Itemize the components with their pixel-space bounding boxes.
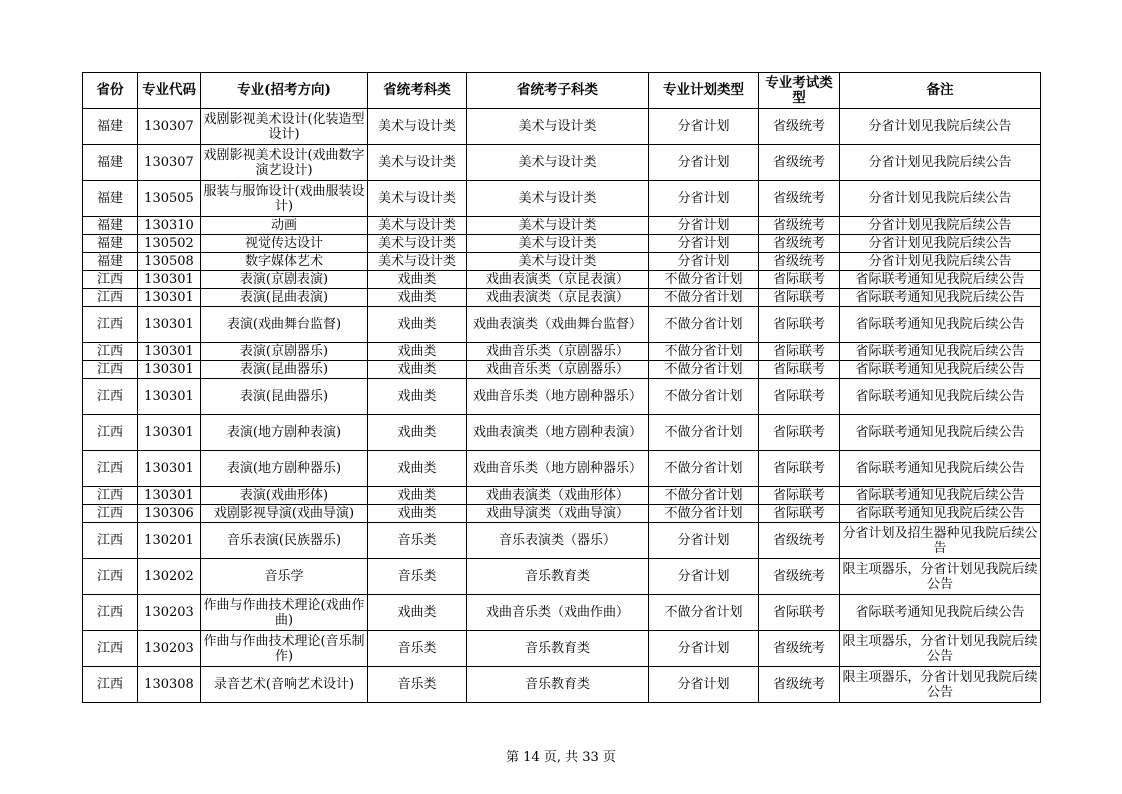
cell-plan-type: 分省计划: [649, 145, 759, 181]
table-row: [83, 235, 1041, 253]
page-footer: 第 14 页, 共 33 页: [506, 750, 616, 765]
cell-major: 表演(京剧器乐): [201, 343, 368, 361]
cell-province: 福建: [83, 217, 138, 235]
cell-note: 省际联考通知见我院后续公告: [840, 343, 1041, 361]
cell-plan-type: 分省计划: [649, 631, 759, 667]
cell-note: 分省计划见我院后续公告: [840, 235, 1041, 253]
table-row: [83, 289, 1041, 307]
table-row: [83, 271, 1041, 289]
table-row: [83, 379, 1041, 415]
cell-major: 录音艺术(音响艺术设计): [201, 667, 368, 703]
table-row: [83, 109, 1041, 145]
cell-province: 福建: [83, 109, 138, 145]
cell-code: 130301: [138, 343, 201, 361]
cell-note: 分省计划见我院后续公告: [840, 181, 1041, 217]
cell-province: 江西: [83, 361, 138, 379]
cell-major: 表演(昆曲器乐): [201, 379, 368, 415]
cell-exam-type: 省级统考: [759, 181, 840, 217]
cell-code: 130310: [138, 217, 201, 235]
cell-plan-type: 不做分省计划: [649, 343, 759, 361]
cell-category: 戏曲类: [368, 271, 467, 289]
header-exam-type: 专业考试类型: [759, 73, 840, 109]
cell-code: 130505: [138, 181, 201, 217]
cell-code: 130301: [138, 415, 201, 451]
cell-category: 美术与设计类: [368, 181, 467, 217]
header-subcategory: 省统考子科类: [467, 73, 649, 109]
cell-plan-type: 不做分省计划: [649, 505, 759, 523]
cell-code: 130508: [138, 253, 201, 271]
cell-province: 江西: [83, 487, 138, 505]
cell-plan-type: 分省计划: [649, 181, 759, 217]
cell-subcategory: 戏曲音乐类（地方剧种器乐）: [467, 379, 649, 415]
cell-plan-type: 不做分省计划: [649, 379, 759, 415]
cell-exam-type: 省级统考: [759, 631, 840, 667]
cell-code: 130201: [138, 523, 201, 559]
table-row: [83, 217, 1041, 235]
cell-plan-type: 不做分省计划: [649, 361, 759, 379]
cell-category: 戏曲类: [368, 505, 467, 523]
cell-major: 视觉传达设计: [201, 235, 368, 253]
cell-note: 省际联考通知见我院后续公告: [840, 307, 1041, 343]
cell-plan-type: 分省计划: [649, 253, 759, 271]
cell-major: 音乐表演(民族器乐): [201, 523, 368, 559]
cell-note: 省际联考通知见我院后续公告: [840, 451, 1041, 487]
cell-major: 表演(地方剧种表演): [201, 415, 368, 451]
cell-note: 省际联考通知见我院后续公告: [840, 505, 1041, 523]
cell-code: 130502: [138, 235, 201, 253]
cell-province: 江西: [83, 307, 138, 343]
table-row: [83, 451, 1041, 487]
cell-category: 美术与设计类: [368, 235, 467, 253]
cell-exam-type: 省际联考: [759, 487, 840, 505]
cell-exam-type: 省级统考: [759, 523, 840, 559]
cell-exam-type: 省际联考: [759, 595, 840, 631]
cell-plan-type: 分省计划: [649, 217, 759, 235]
table-row: [83, 253, 1041, 271]
cell-exam-type: 省际联考: [759, 361, 840, 379]
cell-note: 限主项器乐，分省计划见我院后续公告: [840, 631, 1041, 667]
cell-category: 美术与设计类: [368, 145, 467, 181]
cell-subcategory: 戏曲表演类（京昆表演）: [467, 289, 649, 307]
admissions-table: [82, 72, 1041, 703]
cell-province: 江西: [83, 343, 138, 361]
cell-subcategory: 戏曲表演类（京昆表演）: [467, 271, 649, 289]
cell-subcategory: 音乐教育类: [467, 559, 649, 595]
header-major: 专业(招考方向): [201, 73, 368, 109]
cell-category: 音乐类: [368, 523, 467, 559]
cell-plan-type: 不做分省计划: [649, 307, 759, 343]
cell-subcategory: 美术与设计类: [467, 109, 649, 145]
cell-plan-type: 不做分省计划: [649, 487, 759, 505]
cell-major: 动画: [201, 217, 368, 235]
cell-category: 美术与设计类: [368, 217, 467, 235]
cell-category: 戏曲类: [368, 595, 467, 631]
table-row: [83, 631, 1041, 667]
cell-exam-type: 省际联考: [759, 271, 840, 289]
cell-plan-type: 不做分省计划: [649, 415, 759, 451]
cell-plan-type: 不做分省计划: [649, 451, 759, 487]
table-row: [83, 307, 1041, 343]
cell-exam-type: 省级统考: [759, 235, 840, 253]
cell-note: 省际联考通知见我院后续公告: [840, 415, 1041, 451]
cell-exam-type: 省际联考: [759, 451, 840, 487]
header-plan-type: 专业计划类型: [649, 73, 759, 109]
cell-province: 江西: [83, 451, 138, 487]
table-body: [83, 109, 1041, 703]
cell-plan-type: 不做分省计划: [649, 289, 759, 307]
cell-major: 表演(昆曲表演): [201, 289, 368, 307]
cell-code: 130301: [138, 289, 201, 307]
cell-plan-type: 不做分省计划: [649, 271, 759, 289]
table-row: [83, 145, 1041, 181]
header-code: 专业代码: [138, 73, 201, 109]
cell-note: 限主项器乐，分省计划见我院后续公告: [840, 559, 1041, 595]
cell-subcategory: 戏曲音乐类（地方剧种器乐）: [467, 451, 649, 487]
cell-major: 表演(戏曲形体): [201, 487, 368, 505]
cell-major: 服装与服饰设计(戏曲服装设计): [201, 181, 368, 217]
cell-note: 分省计划见我院后续公告: [840, 145, 1041, 181]
cell-category: 戏曲类: [368, 307, 467, 343]
table-row: [83, 181, 1041, 217]
cell-subcategory: 戏曲表演类（地方剧种表演）: [467, 415, 649, 451]
cell-subcategory: 戏曲表演类（戏曲形体）: [467, 487, 649, 505]
cell-major: 表演(地方剧种器乐): [201, 451, 368, 487]
cell-plan-type: 分省计划: [649, 559, 759, 595]
header-row: [83, 73, 1041, 109]
cell-province: 江西: [83, 631, 138, 667]
cell-category: 戏曲类: [368, 487, 467, 505]
cell-subcategory: 戏曲音乐类（京剧器乐）: [467, 361, 649, 379]
cell-plan-type: 分省计划: [649, 523, 759, 559]
cell-province: 江西: [83, 379, 138, 415]
cell-note: 省际联考通知见我院后续公告: [840, 379, 1041, 415]
cell-province: 江西: [83, 523, 138, 559]
cell-code: 130202: [138, 559, 201, 595]
cell-category: 音乐类: [368, 631, 467, 667]
cell-province: 江西: [83, 415, 138, 451]
cell-category: 音乐类: [368, 559, 467, 595]
cell-code: 130307: [138, 109, 201, 145]
cell-exam-type: 省级统考: [759, 559, 840, 595]
cell-code: 130301: [138, 487, 201, 505]
cell-exam-type: 省际联考: [759, 415, 840, 451]
cell-exam-type: 省际联考: [759, 289, 840, 307]
table-row: [83, 415, 1041, 451]
cell-major: 表演(昆曲器乐): [201, 361, 368, 379]
cell-code: 130301: [138, 451, 201, 487]
cell-province: 福建: [83, 181, 138, 217]
cell-note: 分省计划见我院后续公告: [840, 253, 1041, 271]
cell-note: 分省计划见我院后续公告: [840, 217, 1041, 235]
cell-subcategory: 美术与设计类: [467, 253, 649, 271]
cell-category: 戏曲类: [368, 379, 467, 415]
cell-category: 戏曲类: [368, 343, 467, 361]
table-row: [83, 523, 1041, 559]
cell-subcategory: 戏曲音乐类（戏曲作曲）: [467, 595, 649, 631]
cell-province: 福建: [83, 145, 138, 181]
cell-note: 省际联考通知见我院后续公告: [840, 271, 1041, 289]
cell-plan-type: 分省计划: [649, 667, 759, 703]
table-row: [83, 595, 1041, 631]
cell-major: 数字媒体艺术: [201, 253, 368, 271]
cell-major: 戏剧影视导演(戏曲导演): [201, 505, 368, 523]
cell-province: 福建: [83, 235, 138, 253]
cell-exam-type: 省际联考: [759, 343, 840, 361]
cell-note: 省际联考通知见我院后续公告: [840, 487, 1041, 505]
cell-exam-type: 省级统考: [759, 145, 840, 181]
cell-major: 戏剧影视美术设计(戏曲数字演艺设计): [201, 145, 368, 181]
cell-subcategory: 戏曲表演类（戏曲舞台监督）: [467, 307, 649, 343]
cell-category: 戏曲类: [368, 451, 467, 487]
cell-exam-type: 省际联考: [759, 307, 840, 343]
cell-note: 省际联考通知见我院后续公告: [840, 289, 1041, 307]
cell-subcategory: 美术与设计类: [467, 145, 649, 181]
table-row: [83, 343, 1041, 361]
cell-province: 江西: [83, 559, 138, 595]
cell-subcategory: 音乐教育类: [467, 631, 649, 667]
cell-plan-type: 分省计划: [649, 109, 759, 145]
cell-note: 省际联考通知见我院后续公告: [840, 595, 1041, 631]
cell-province: 江西: [83, 595, 138, 631]
table-row: [83, 505, 1041, 523]
table-row: [83, 487, 1041, 505]
cell-category: 戏曲类: [368, 361, 467, 379]
cell-code: 130301: [138, 361, 201, 379]
cell-note: 分省计划及招生器种见我院后续公告: [840, 523, 1041, 559]
cell-category: 美术与设计类: [368, 109, 467, 145]
cell-exam-type: 省际联考: [759, 379, 840, 415]
cell-code: 130306: [138, 505, 201, 523]
cell-category: 音乐类: [368, 667, 467, 703]
cell-code: 130203: [138, 631, 201, 667]
cell-note: 省际联考通知见我院后续公告: [840, 361, 1041, 379]
cell-plan-type: 分省计划: [649, 235, 759, 253]
cell-subcategory: 美术与设计类: [467, 217, 649, 235]
cell-subcategory: 戏曲音乐类（京剧器乐）: [467, 343, 649, 361]
cell-code: 130301: [138, 379, 201, 415]
cell-subcategory: 戏曲导演类（戏曲导演）: [467, 505, 649, 523]
header-category: 省统考科类: [368, 73, 467, 109]
cell-code: 130308: [138, 667, 201, 703]
cell-province: 江西: [83, 667, 138, 703]
cell-note: 限主项器乐，分省计划见我院后续公告: [840, 667, 1041, 703]
table-row: [83, 361, 1041, 379]
cell-major: 音乐学: [201, 559, 368, 595]
cell-category: 戏曲类: [368, 289, 467, 307]
cell-subcategory: 美术与设计类: [467, 181, 649, 217]
cell-subcategory: 音乐表演类（器乐）: [467, 523, 649, 559]
table-row: [83, 667, 1041, 703]
cell-code: 130301: [138, 307, 201, 343]
table-row: [83, 559, 1041, 595]
cell-exam-type: 省级统考: [759, 109, 840, 145]
cell-major: 戏剧影视美术设计(化装造型设计): [201, 109, 368, 145]
cell-exam-type: 省级统考: [759, 253, 840, 271]
cell-exam-type: 省级统考: [759, 217, 840, 235]
cell-exam-type: 省级统考: [759, 667, 840, 703]
cell-major: 表演(京剧表演): [201, 271, 368, 289]
cell-category: 美术与设计类: [368, 253, 467, 271]
cell-major: 表演(戏曲舞台监督): [201, 307, 368, 343]
cell-province: 江西: [83, 505, 138, 523]
cell-major: 作曲与作曲技术理论(音乐制作): [201, 631, 368, 667]
cell-plan-type: 不做分省计划: [649, 595, 759, 631]
cell-subcategory: 美术与设计类: [467, 235, 649, 253]
cell-code: 130301: [138, 271, 201, 289]
cell-major: 作曲与作曲技术理论(戏曲作曲): [201, 595, 368, 631]
cell-category: 戏曲类: [368, 415, 467, 451]
cell-subcategory: 音乐教育类: [467, 667, 649, 703]
cell-exam-type: 省际联考: [759, 505, 840, 523]
cell-code: 130307: [138, 145, 201, 181]
cell-province: 福建: [83, 253, 138, 271]
cell-province: 江西: [83, 289, 138, 307]
header-note: 备注: [840, 73, 1041, 109]
cell-code: 130203: [138, 595, 201, 631]
header-province: 省份: [83, 73, 138, 109]
cell-note: 分省计划见我院后续公告: [840, 109, 1041, 145]
cell-province: 江西: [83, 271, 138, 289]
